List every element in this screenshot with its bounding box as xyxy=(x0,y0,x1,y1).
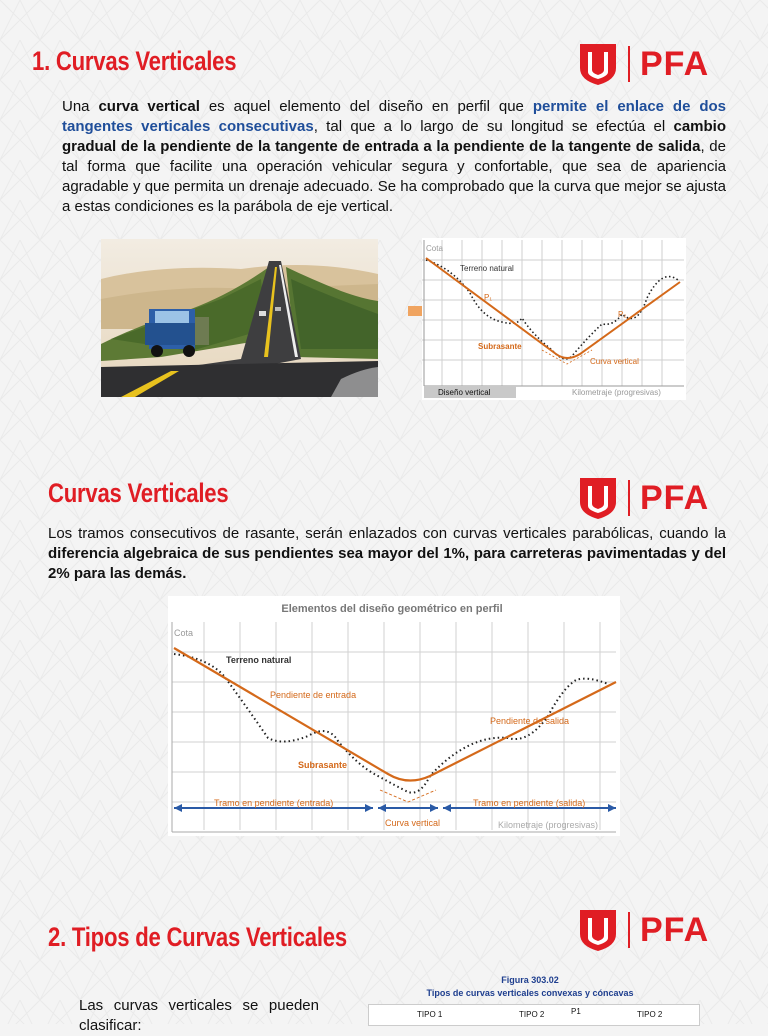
figure-number: Figura 303.02 xyxy=(501,975,559,985)
slide3-paragraph: Las curvas verticales se pueden clasificar: xyxy=(79,997,319,1034)
text-run: , de tal forma que facilite una operación vehicular segura y confortable, que sea de apariencia agradable y que permita un drenaje adecuado. Se ha comprobado que la curva que mejor se ajusta a estas condiciones es la parábola de eje vertical. xyxy=(62,138,726,215)
pfa-logo xyxy=(578,476,718,520)
slide1-title: 1. Curvas Verticales xyxy=(32,46,237,76)
logo-divider xyxy=(628,912,630,948)
p1-label: P₁ xyxy=(484,293,493,302)
profile-elements-diagram xyxy=(168,596,620,836)
text-run: Los tramos consecutivos de rasante, serán enlazados con curvas verticales parabólicas, cuando la xyxy=(48,525,726,542)
slide2-paragraph xyxy=(48,524,726,584)
subrasante-label: Subrasante xyxy=(478,342,522,351)
curva-vertical-label: Curva vertical xyxy=(385,818,441,828)
tipo2-label: TIPO 2 xyxy=(519,1010,545,1019)
bold-text: diferencia algebraica de sus pendientes sea mayor del 1%, para carreteras pavimentadas y del 2% para las demás. xyxy=(48,545,726,582)
tipo2-label: TIPO 2 xyxy=(637,1010,663,1019)
pfa-logo xyxy=(578,42,718,86)
slide3-title: 2. Tipos de Curvas Verticales xyxy=(48,922,347,952)
p1-label: P1 xyxy=(571,1007,581,1016)
figure-caption: Tipos de curvas verticales convexas y cóncavas xyxy=(426,988,634,998)
brand-name: PFA xyxy=(640,479,710,517)
brand-name: PFA xyxy=(640,911,710,949)
tipo1-label: TIPO 1 xyxy=(417,1010,443,1019)
p2-label: P₂ xyxy=(618,310,627,319)
slide2-title: Curvas Verticales xyxy=(48,478,229,508)
terreno-natural-label: Terreno natural xyxy=(226,655,292,665)
pfa-logo xyxy=(578,908,718,952)
kilometraje-label: Kilometraje (progresivas) xyxy=(572,388,661,397)
logo-divider xyxy=(628,46,630,82)
tramo-salida-label: Tramo en pendiente (salida) xyxy=(473,798,586,808)
text-run: Una xyxy=(62,98,99,115)
figure-panel xyxy=(368,1004,700,1026)
road-photo xyxy=(101,239,378,397)
cota-label: Cota xyxy=(174,628,194,638)
shield-logo-icon xyxy=(578,908,618,952)
text-run: , tal que a lo largo de su longitud se efectúa el xyxy=(313,118,674,135)
pendiente-salida-label: Pendiente de salida xyxy=(490,716,570,726)
highlighted-text: permite el enlace de dos tangentes verticales consecutivas xyxy=(62,98,727,135)
bold-term: curva vertical xyxy=(98,98,200,115)
terreno-label: Terreno natural xyxy=(460,264,514,273)
bold-text: cambio gradual de la pendiente de la tangente de entrada a la pendiente de la tangente de salida xyxy=(62,118,726,155)
diseno-vertical-label: Diseño vertical xyxy=(438,388,491,397)
slide1-paragraph xyxy=(62,97,726,217)
kilometraje-label: Kilometraje (progresivas) xyxy=(498,820,599,830)
tramo-entrada-label: Tramo en pendiente (entrada) xyxy=(214,798,334,808)
cota-label: Cota xyxy=(426,244,443,253)
diagram-title: Elementos del diseño geométrico en perfil xyxy=(281,603,503,615)
vertical-design-diagram xyxy=(422,238,686,400)
shield-logo-icon xyxy=(578,42,618,86)
text-run: es aquel elemento del diseño en perfil que xyxy=(199,98,533,115)
shield-logo-icon xyxy=(578,476,618,520)
subrasante-label: Subrasante xyxy=(298,760,348,770)
pendiente-entrada-label: Pendiente de entrada xyxy=(270,690,357,700)
curva-vertical-label: Curva vertical xyxy=(590,357,639,366)
brand-name: PFA xyxy=(640,45,710,83)
logo-divider xyxy=(628,480,630,516)
